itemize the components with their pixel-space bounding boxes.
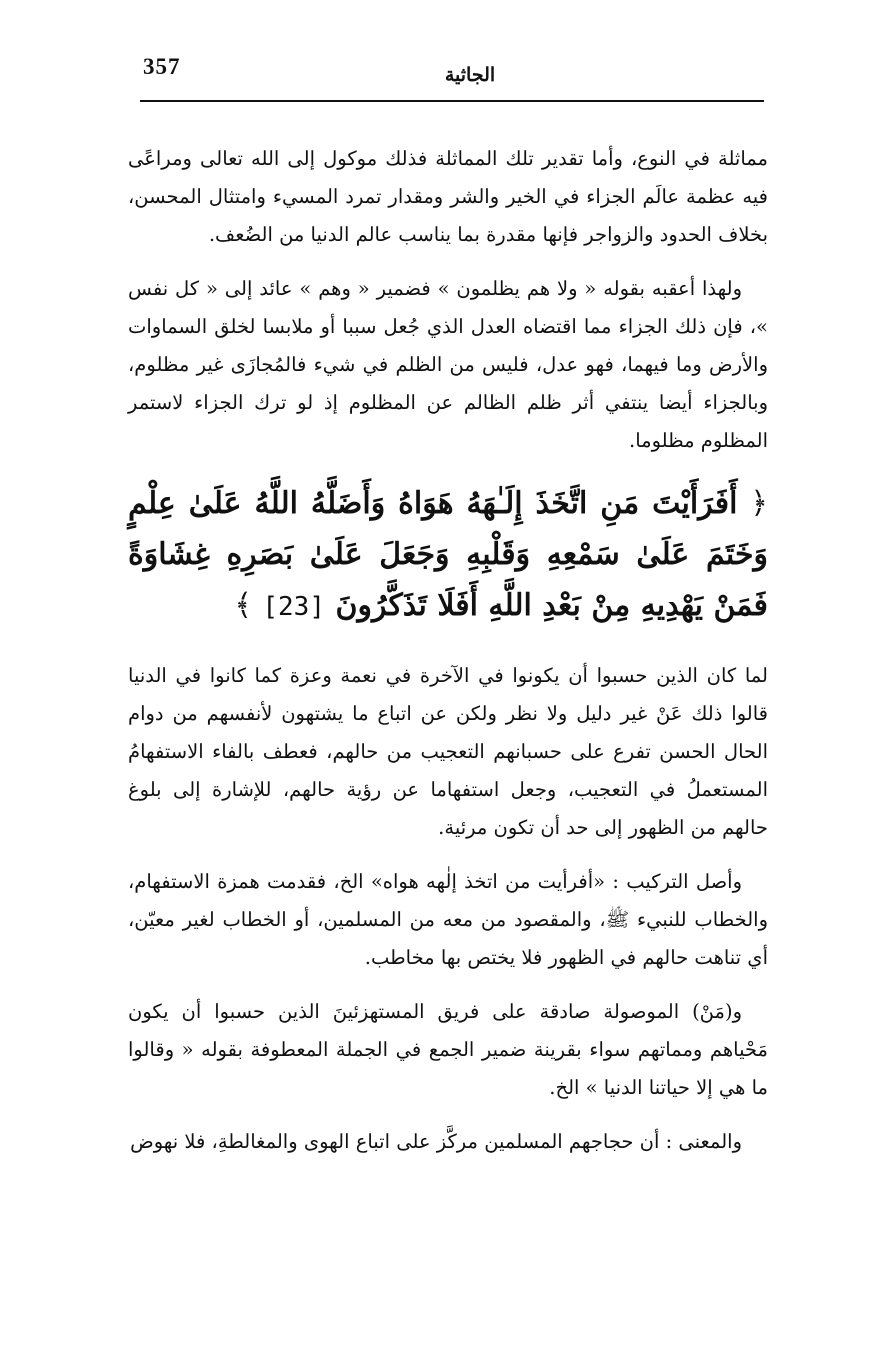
header-rule — [140, 100, 764, 102]
verse-open-bracket: ﴿ — [750, 486, 768, 521]
quran-verse — [128, 478, 768, 633]
paragraph: والمعنى : أن حجاجهم المسلمين مركَّز على اتباع الهوى والمغالطةِ، فلا نهوض — [130, 1130, 742, 1153]
page-number: 357 — [143, 54, 181, 79]
verse-close-bracket: ﴾ — [234, 588, 252, 623]
page-body — [128, 140, 768, 1177]
paragraph: وأصل التركيب : «أفرأيت من اتخذ إلٰهه هواه» الخ، فقدمت همزة الاستفهام، والخطاب للنبيء ﷺ، والمقصود من معه من المسلمين، أو الخطاب لغير معيّن، أي تناهت حالهم في الظهور فلا يختص بها مخاطب. — [128, 870, 768, 969]
paragraph: ولهذا أعقبه بقوله « ولا هم يظلمون » فضمير « وهم » عائد إلى « كل نفس »، فإن ذلك الجزاء مما اقتضاه العدل الذي جُعل سببا أو ملابسا لخلق السماوات والأرض وما فيهما، فهو عدل، فليس من الظلم في شيء فالمُجازَى غير مظلوم، وبالجزاء أيضا ينتفي أثر ظلم الظالم عن المظلوم إذ لو ترك الجزاء لاستمر المظلوم مظلوما. — [128, 277, 768, 452]
paragraph: لما كان الذين حسبوا أن يكونوا في الآخرة في نعمة وعزة كما كانوا في الدنيا قالوا ذلك عَنْ غير دليل ولا نظر ولكن عن اتباع ما يشتهون لأنفسهم من دوام الحال الحسن تفرع على حسبانهم التعجيب من حالهم، فعطف بالفاء الاستفهامُ المستعملُ في التعجيب، وجعل استفهاما عن رؤية حالهم، للإشارة إلى بلوغ حالهم من الظهور إلى حد أن تكون مرئية. — [128, 664, 768, 839]
paragraph: و(مَنْ) الموصولة صادقة على فريق المستهزئينَ الذين حسبوا أن يكون مَحْياهم ومماتهم سواء بقرينة ضمير الجمع في الجملة المعطوفة بقوله « وقالوا ما هي إلا حياتنا الدنيا » الخ. — [128, 1000, 768, 1099]
running-head: الجاثية — [444, 64, 496, 86]
paragraph: مماثلة في النوع، وأما تقدير تلك المماثلة فذلك موكول إلى الله تعالى ومراعًى فيه عظمة عالَم الجزاء في الخير والشر ومقدار تمرد المسيء وامتثال المحسن، بخلاف الحدود والزواجر فإنها مقدرة بما يناسب عالم الدنيا من الضُعف. — [128, 147, 768, 246]
verse-text: أَفَرَأَيْتَ مَنِ اتَّخَذَ إِلَـٰهَهُ هَوَاهُ وَأَضَلَّهُ اللَّهُ عَلَىٰ عِلْمٍ وَخَتَمَ عَلَىٰ سَمْعِهِ وَقَلْبِهِ وَجَعَلَ عَلَىٰ بَصَرِهِ غِشَاوَةً فَمَنْ يَهْدِيهِ مِنْ بَعْدِ اللَّهِ أَفَلَا تَذَكَّرُونَ — [128, 486, 768, 623]
verse-number: [23] — [262, 592, 325, 622]
